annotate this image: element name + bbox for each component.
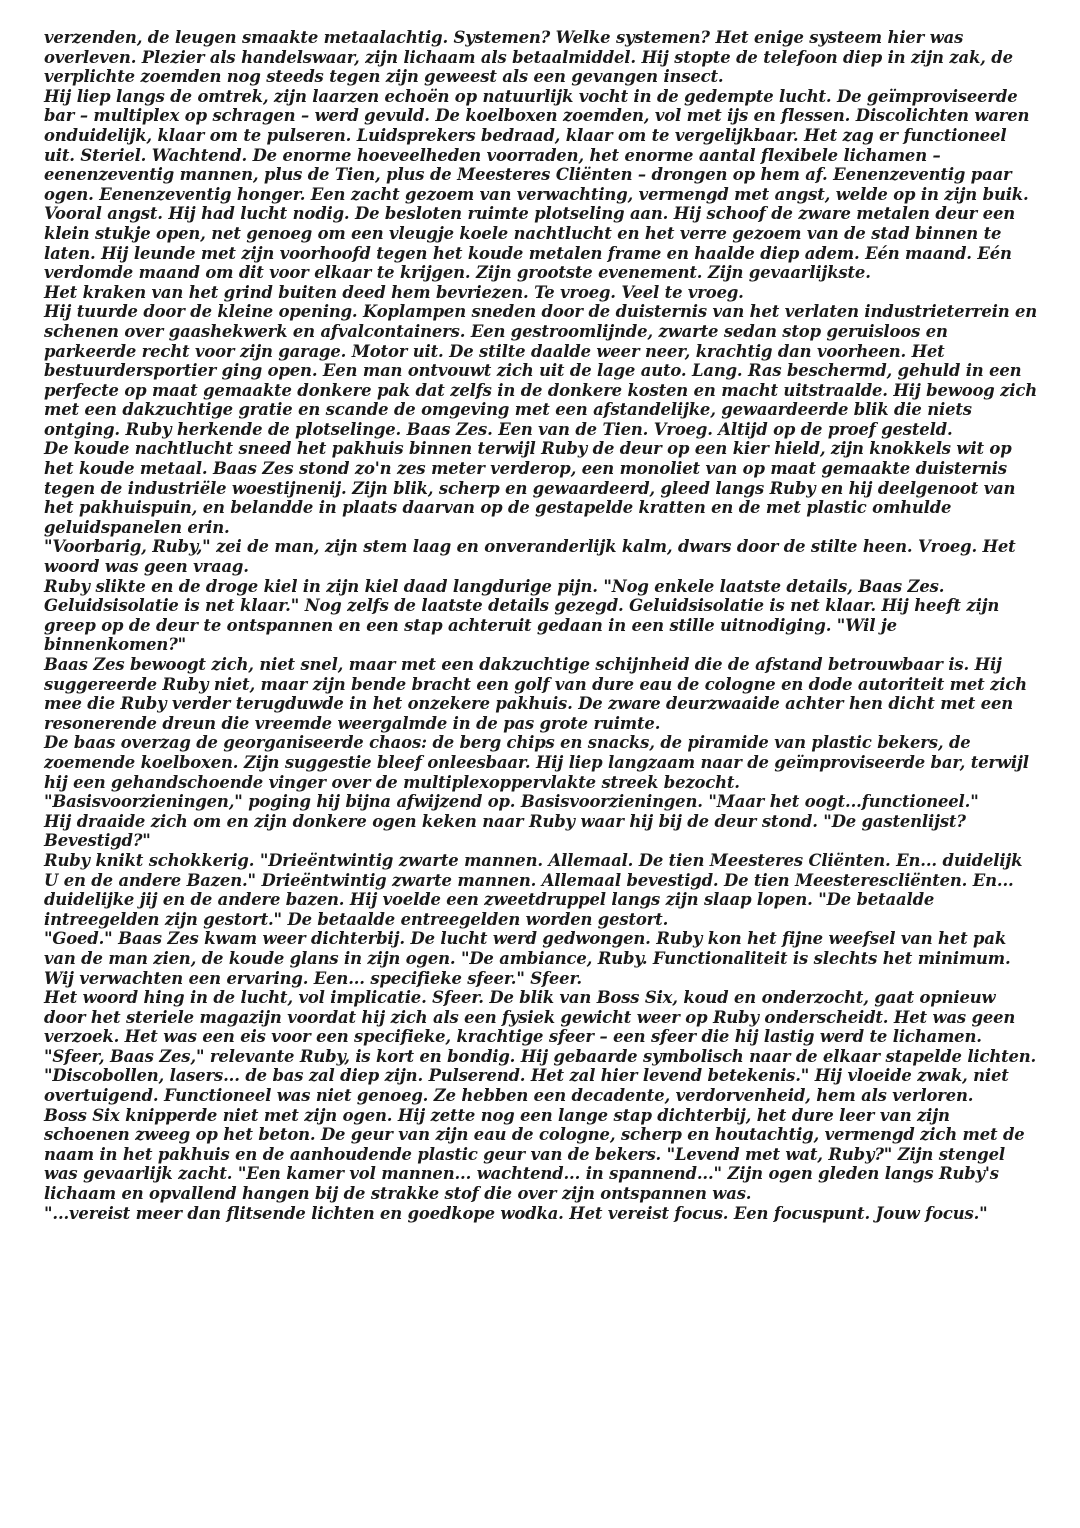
paragraph: Hij liep langs de omtrek, zijn laarzen echoën op natuurlijk vocht in de gedempte lucht. De geïmproviseerde bar – multiplex op schragen – werd gevuld. De koelboxen zoemden, vol met ijs en flessen. Discolichten waren onduidelijk, klaar om te pulseren. Luidsprekers bedraad, klaar om te vergelijkbaar. Het zag er functioneel uit. Steriel. Wachtend. De enorme hoeveelheden voorraden, het enorme aantal flexibele lichamen – eenenzeventig mannen, plus de Tien, plus de Meesteres Cliënten – drongen op hem af. Eenenzeventig paar ogen. Eenenzeventig honger. Een zacht gezoem van verwachting, vermengd met angst, welde op in zijn buik. Vooral angst. Hij had lucht nodig. De besloten ruimte plotseling aan. Hij schoof de zware metalen deur een klein stukje open, net genoeg om een vleugje koele nachtlucht en het verre gezoem van de stad binnen te laten. Hij leunde met zijn voorhoofd tegen het koude metalen frame en haalde diep adem. Eén maand. Eén verdomde maand om dit voor elkaar te krijgen. Zijn grootste evenement. Zijn gevaarlijkste. (44, 86, 1030, 283)
paragraph: "Basisvoorzieningen," poging hij bijna afwijzend op. Basisvoorzieningen. "Maar het oogt...functioneel." (44, 792, 979, 812)
paragraph: "...vereist meer dan flitsende lichten en goedkope wodka. Het vereist focus. Een focuspunt. Jouw focus." (44, 1203, 988, 1223)
paragraph: Hij tuurde door de kleine opening. Koplampen sneden door de duisternis van het verlaten industrieterrein en schenen over gaashekwerk en afvalcontainers. Een gestroomlijnde, zwarte sedan stop geruisloos en parkeerde recht voor zijn garage. Motor uit. De stilte daalde weer neer, krachtig dan voorheen. Het bestuurdersportier ging open. Een man ontvouwt zich uit de lage auto. Lang. Ras beschermd, gehuld in een perfecte op maat gemaakte donkere pak dat zelfs in de donkere kosten en macht uitstraalde. Hij bewoog zich met een dakzuchtige gratie en scande de omgeving met een afstandelijke, gewaardeerde blik die niets ontging. Ruby herkende de plotselinge. Baas Zes. Een van de Tien. Vroeg. Altijd op de proef gesteld. (44, 302, 1038, 439)
paragraph: Baas Zes bewoogt zich, niet snel, maar met een dakzuchtige schijnheid die de afstand betrouwbaar is. Hij suggereerde Ruby niet, maar zijn bende bracht een golf van dure eau de cologne en dode autoriteit met zich mee die Ruby verder terugduwde in het onzekere pakhuis. De zware deurzwaaide achter hen dicht met een resonerende dreun die vreemde weergalmde in de pas grote ruimte. (44, 655, 1027, 733)
paragraph: Het woord hing in de lucht, vol implicatie. Sfeer. De blik van Boss Six, koud en onderzocht, gaat opnieuw door het steriele magazijn voordat hij zich als een fysiek gewicht weer op Ruby onderscheidt. Het was geen verzoek. Het was een eis voor een specifieke, krachtige sfeer – een sfeer die hij lastig werd te lichamen. (44, 988, 1016, 1047)
paragraph: "Voorbarig, Ruby," zei de man, zijn stem laag en onveranderlijk kalm, dwars door de stilte heen. Vroeg. Het woord was geen vraag. (44, 537, 1016, 577)
paragraph: "Goed." Baas Zes kwam weer dichterbij. De lucht werd gedwongen. Ruby kon het fijne weefsel van het pak van de man zien, de koude glans in zijn ogen. "De ambiance, Ruby. Functionaliteit is slechts het minimum. Wij verwachten een ervaring. Een... specifieke sfeer." Sfeer. (44, 929, 1011, 988)
paragraph: Ruby knikt schokkerig. "Drieëntwintig zwarte mannen. Allemaal. De tien Meesteres Cliënten. En... duidelijk U en de andere Bazen." Drieëntwintig zwarte mannen. Allemaal bevestigd. De tien Meesterescliënten. En... duidelijke jij en de andere bazen. Hij voelde een zweetdruppel langs zijn slaap lopen. "De betaalde intreegelden zijn gestort." De betaalde entreegelden worden gestort. (44, 850, 1023, 929)
paragraph: "Sfeer, Baas Zes," relevante Ruby, is kort en bondig. Hij gebaarde symbolisch naar de elkaar stapelde lichten. "Discobollen, lasers... de bas zal diep zijn. Pulserend. Het zal hier levend betekenis." Hij vloeide zwak, niet overtuigend. Functioneel was niet genoeg. Ze hebben een decadente, verdorvenheid, hem als verloren. (44, 1046, 1037, 1106)
paragraph: Het kraken van het grind buiten deed hem bevriezen. Te vroeg. Veel te vroeg. (44, 282, 744, 302)
paragraph: Boss Six knipperde niet met zijn ogen. Hij zette nog een lange stap dichterbij, het dure leer van zijn schoenen zweeg op het beton. De geur van zijn eau de cologne, scherp en houtachtig, vermengd zich met de naam in het pakhuis en de aanhoudende plastic geur van de bekers. "Levend met wat, Ruby?" Zijn stengel was gevaarlijk zacht. "Een kamer vol mannen... wachtend... in spannend..." Zijn ogen gleden langs Ruby's lichaam en opvallend hangen bij de strakke stof die over zijn ontspannen was. (44, 1105, 1025, 1204)
paragraph: De baas overzag de georganiseerde chaos: de berg chips en snacks, de piramide van plastic bekers, de zoemende koelboxen. Zijn suggestie bleef onleesbaar. Hij liep langzaam naar de geïmproviseerde bar, terwijl hij een gehandschoende vinger over de multiplexoppervlakte streek bezocht. (44, 733, 1029, 792)
paragraph: Hij draaide zich om en zijn donkere ogen keken naar Ruby waar hij bij de deur stond. "De gastenlijst? Bevestigd?" (44, 811, 966, 851)
paragraph: De koude nachtlucht sneed het pakhuis binnen terwijl Ruby de deur op een kier hield, zijn knokkels wit op het koude metaal. Baas Zes stond zo'n zes meter verderop, een monoliet van op maat gemaakte duisternis tegen de industriële woestijnenij. Zijn blik, scherp en gewaardeerd, gleed langs Ruby en hij deelgenoot van het pakhuispuin, en belandde in plaats daarvan op de gestapelde kratten en de met plastic omhulde geluidspanelen erin. (44, 439, 1016, 537)
paragraph: verzenden, de leugen smaakte metaalachtig. Systemen? Welke systemen? Het enige systeem hier was overleven. Plezier als handelswaar, zijn lichaam als betaalmiddel. Hij stopte de telefoon diep in zijn zak, de verplichte zoemden nog steeds tegen zijn geweest als een gevangen insect. (44, 28, 1013, 87)
paragraph: Ruby slikte en de droge kiel in zijn kiel daad langdurige pijn. "Nog enkele laatste details, Baas Zes. Geluidsisolatie is net klaar." Nog zelfs de laatste details gezegd. Geluidsisolatie is net klaar. Hij heeft zijn greep op de deur te ontspannen en een stap achteruit gedaan in een stille uitnodiging. "Wil je binnenkomen?" (44, 576, 1000, 655)
